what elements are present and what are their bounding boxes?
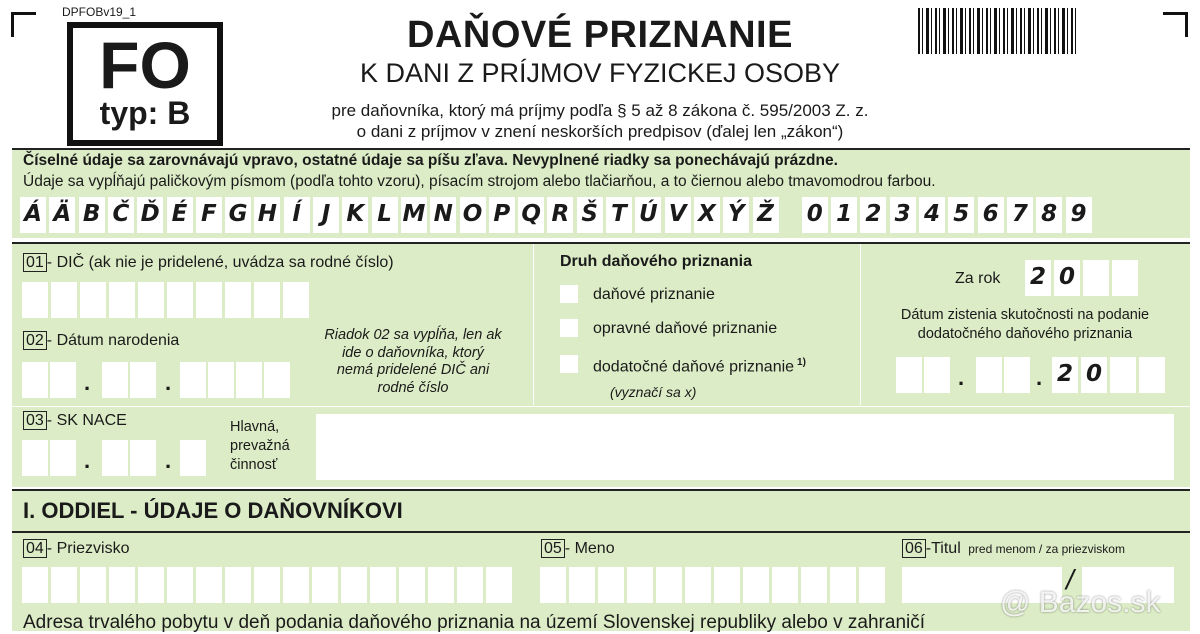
sample-letter-cell: X: [694, 197, 720, 233]
checkbox-regular-filing[interactable]: [560, 285, 578, 303]
char-cell[interactable]: [399, 567, 425, 603]
year-digit-3[interactable]: [1083, 260, 1109, 296]
form-title: DAŇOVÉ PRIZNANIE: [407, 14, 793, 56]
main-activity-hint-line3: činnosť: [230, 457, 278, 473]
option-corrective-filing: opravné daňové priznanie: [593, 320, 778, 337]
row03-label: [23, 411, 127, 430]
char-cell[interactable]: [486, 567, 512, 603]
sample-digit-cell: 7: [1007, 197, 1033, 233]
row04-label: [23, 539, 129, 558]
char-cell[interactable]: [196, 567, 222, 603]
char-cell[interactable]: [167, 282, 193, 318]
option-supplementary-text: dodatočné daňové priznanie: [593, 358, 795, 376]
sample-letter-cell: R: [547, 197, 573, 233]
row02-note-line3: nemá pridelené DIČ ani: [336, 362, 490, 378]
corner-mark-top-right: [1163, 12, 1188, 37]
sample-digit-cell: 6: [978, 197, 1004, 233]
char-cell[interactable]: [859, 567, 885, 603]
char-cell[interactable]: [22, 567, 48, 603]
watermark: @ Bazos.sk: [1000, 586, 1161, 619]
footnote-marker: 1): [797, 357, 806, 368]
char-cell[interactable]: [714, 567, 740, 603]
filing-type-title: Druh daňového priznania: [560, 253, 753, 270]
row02-number: 02: [23, 331, 47, 350]
title-separator: /: [1066, 564, 1074, 595]
char-cell[interactable]: [80, 282, 106, 318]
sample-letter-cell: F: [196, 197, 222, 233]
row01-label: [23, 253, 394, 272]
row02-note-line4: rodné číslo: [377, 379, 449, 396]
char-cell[interactable]: [743, 567, 769, 603]
year-digit-2[interactable]: 0: [1054, 260, 1080, 296]
row06-small: pred menom / za priezviskom: [968, 542, 1125, 556]
sample-letter-cell: Q: [518, 197, 544, 233]
sample-digit-cell: 9: [1066, 197, 1092, 233]
row02-note: [300, 327, 526, 397]
sample-letter-cell: Ď: [137, 197, 163, 233]
discovery-date-label-line1: Dátum zistenia skutočnosti na podanie: [900, 307, 1150, 323]
char-cell[interactable]: [109, 567, 135, 603]
sample-letter-cell: L: [372, 197, 398, 233]
sample-digit-cell: 1: [831, 197, 857, 233]
char-cell[interactable]: [801, 567, 827, 603]
main-activity-hint-line2: prevažná: [230, 438, 290, 454]
char-cell[interactable]: [254, 567, 280, 603]
surname-input[interactable]: [22, 567, 522, 603]
corner-mark-top-left: [11, 12, 36, 37]
instructions-line1: Číselné údaje sa zarovnávajú vpravo, ostatné údaje sa píšu zľava. Nevyplnené riadky sa ponechávajú prázdne.: [23, 152, 838, 169]
sample-digit-cell: 0: [802, 197, 828, 233]
row01-text: - DIČ (ak nie je pridelené, uvádza sa rodné číslo): [46, 254, 394, 271]
char-cell[interactable]: [772, 567, 798, 603]
char-cell[interactable]: [627, 567, 653, 603]
char-cell[interactable]: [109, 282, 135, 318]
char-cell[interactable]: [457, 567, 483, 603]
sample-letter-cell: N: [430, 197, 456, 233]
char-cell[interactable]: [225, 282, 251, 318]
char-cell[interactable]: [167, 567, 193, 603]
sample-letter-cell: O: [460, 197, 486, 233]
section1-title: I. ODDIEL - ÚDAJE O DAŇOVNÍKOVI: [23, 498, 403, 523]
sample-letter-cell: Ý: [723, 197, 749, 233]
sample-letter-cell: B: [79, 197, 105, 233]
sample-digit-cell: 3: [890, 197, 916, 233]
row06-label: [902, 539, 1125, 558]
form-subtitle: K DANI Z PRÍJMOV FYZICKEJ OSOBY: [359, 58, 841, 88]
checkbox-supplementary-filing[interactable]: [560, 355, 578, 373]
sample-letter-cell: G: [225, 197, 251, 233]
sample-digit-cell: 5: [948, 197, 974, 233]
option-regular-filing: daňové priznanie: [593, 286, 715, 303]
column-divider-2: [860, 244, 861, 405]
char-cell[interactable]: [283, 282, 309, 318]
row02-note-line2: ide o daňovníka, ktorý: [342, 344, 484, 361]
sample-letter-cell: H: [254, 197, 280, 233]
checkbox-corrective-filing[interactable]: [560, 319, 578, 337]
sample-letter-cell: P: [489, 197, 515, 233]
birth-date-input[interactable]: . .: [22, 362, 292, 398]
sample-characters-row: [20, 197, 1184, 233]
fo-type-label: typ: B: [99, 95, 191, 131]
char-cell[interactable]: [598, 567, 624, 603]
row01-number: 01: [23, 253, 47, 272]
char-cell[interactable]: [22, 282, 48, 318]
char-cell[interactable]: [196, 282, 222, 318]
char-cell[interactable]: [80, 567, 106, 603]
barcode: [918, 8, 1076, 54]
row02-text: - Dátum narodenia: [46, 332, 180, 349]
dic-input[interactable]: [22, 282, 332, 318]
row02-label: [23, 331, 179, 350]
column-divider-1: [533, 244, 534, 405]
sample-digit-cell: 2: [860, 197, 886, 233]
char-cell[interactable]: [225, 567, 251, 603]
row06-text: -Titul: [925, 540, 961, 557]
sample-letter-cell: Č: [108, 197, 134, 233]
sample-letter-cell: M: [401, 197, 427, 233]
char-cell[interactable]: [830, 567, 856, 603]
row02-note-line1: Riadok 02 sa vypĺňa, len ak: [324, 327, 502, 343]
discovery-date-label: [866, 306, 1184, 344]
char-cell[interactable]: [138, 282, 164, 318]
sample-letter-cell: V: [665, 197, 691, 233]
year-digit-4[interactable]: [1112, 260, 1138, 296]
sample-letter-cell: Š: [577, 197, 603, 233]
char-cell[interactable]: [341, 567, 367, 603]
sample-letter-cell: K: [342, 197, 368, 233]
sample-letter-cell: Ä: [49, 197, 75, 233]
char-cell[interactable]: [51, 282, 77, 318]
address-heading-cut: Adresa trvalého pobytu v deň podania daňového priznania na území Slovenskej republiky alebo v zahraničí: [23, 612, 926, 633]
mark-with-x-hint: (vyznačí sa x): [610, 384, 697, 400]
row03-number: 03: [23, 411, 47, 430]
discovery-date-input[interactable]: . . 2 0: [896, 357, 1176, 393]
sample-letter-cell: Ž: [753, 197, 779, 233]
fo-type-box: [67, 22, 223, 146]
char-cell[interactable]: [283, 567, 309, 603]
char-cell[interactable]: [138, 567, 164, 603]
char-cell[interactable]: [656, 567, 682, 603]
option-supplementary-filing: [593, 357, 806, 376]
row05-number: 05: [541, 539, 565, 558]
first-name-input[interactable]: [540, 567, 885, 603]
row05-text: - Meno: [564, 540, 615, 557]
sample-letter-cell: Ú: [635, 197, 661, 233]
char-cell[interactable]: [312, 567, 338, 603]
main-activity-hint-line1: Hlavná,: [230, 419, 280, 435]
instructions-line2: Údaje sa vypĺňajú paličkovým písmom (podľa tohto vzoru), písacím strojom alebo tlačiarňou, a to čiernou alebo tmavomodrou farbou.: [23, 173, 936, 190]
year-label: Za rok: [955, 270, 1001, 287]
char-cell[interactable]: [569, 567, 595, 603]
nace-code-input[interactable]: . .: [22, 440, 212, 476]
sample-letter-cell: É: [167, 197, 193, 233]
main-activity-hint: [230, 418, 290, 475]
sample-digit-cell: 8: [1036, 197, 1062, 233]
char-cell[interactable]: [685, 567, 711, 603]
char-cell[interactable]: [51, 567, 77, 603]
row04-text: - Priezvisko: [46, 540, 130, 557]
row05-label: [541, 539, 615, 558]
discovery-date-label-line2: dodatočného daňového priznania: [917, 326, 1133, 342]
form-code: DPFOBv19_1: [62, 5, 137, 19]
char-cell[interactable]: [540, 567, 566, 603]
sample-letter-cell: Á: [20, 197, 46, 233]
form-description-line1: pre daňovníka, ktorý má príjmy podľa § 5 až 8 zákona č. 595/2003 Z. z.: [331, 101, 869, 120]
discovery-year-digit-2[interactable]: 0: [1081, 357, 1107, 393]
discovery-year-digit-1[interactable]: 2: [1052, 357, 1078, 393]
sample-letter-cell: Í: [284, 197, 310, 233]
sample-letter-cell: J: [313, 197, 339, 233]
row04-number: 04: [23, 539, 47, 558]
char-cell[interactable]: [428, 567, 454, 603]
form-description-line2: o dani z príjmov v znení neskorších predpisov (ďalej len „zákon“): [356, 122, 844, 141]
year-digit-1[interactable]: 2: [1025, 260, 1051, 296]
main-activity-input[interactable]: [316, 414, 1174, 480]
char-cell[interactable]: [254, 282, 280, 318]
char-cell[interactable]: [370, 567, 396, 603]
sample-digit-cell: 4: [919, 197, 945, 233]
row03-text: - SK NACE: [46, 412, 127, 429]
sample-letter-cell: T: [606, 197, 632, 233]
fo-big-label: FO: [99, 28, 191, 102]
row06-number: 06: [902, 539, 926, 558]
